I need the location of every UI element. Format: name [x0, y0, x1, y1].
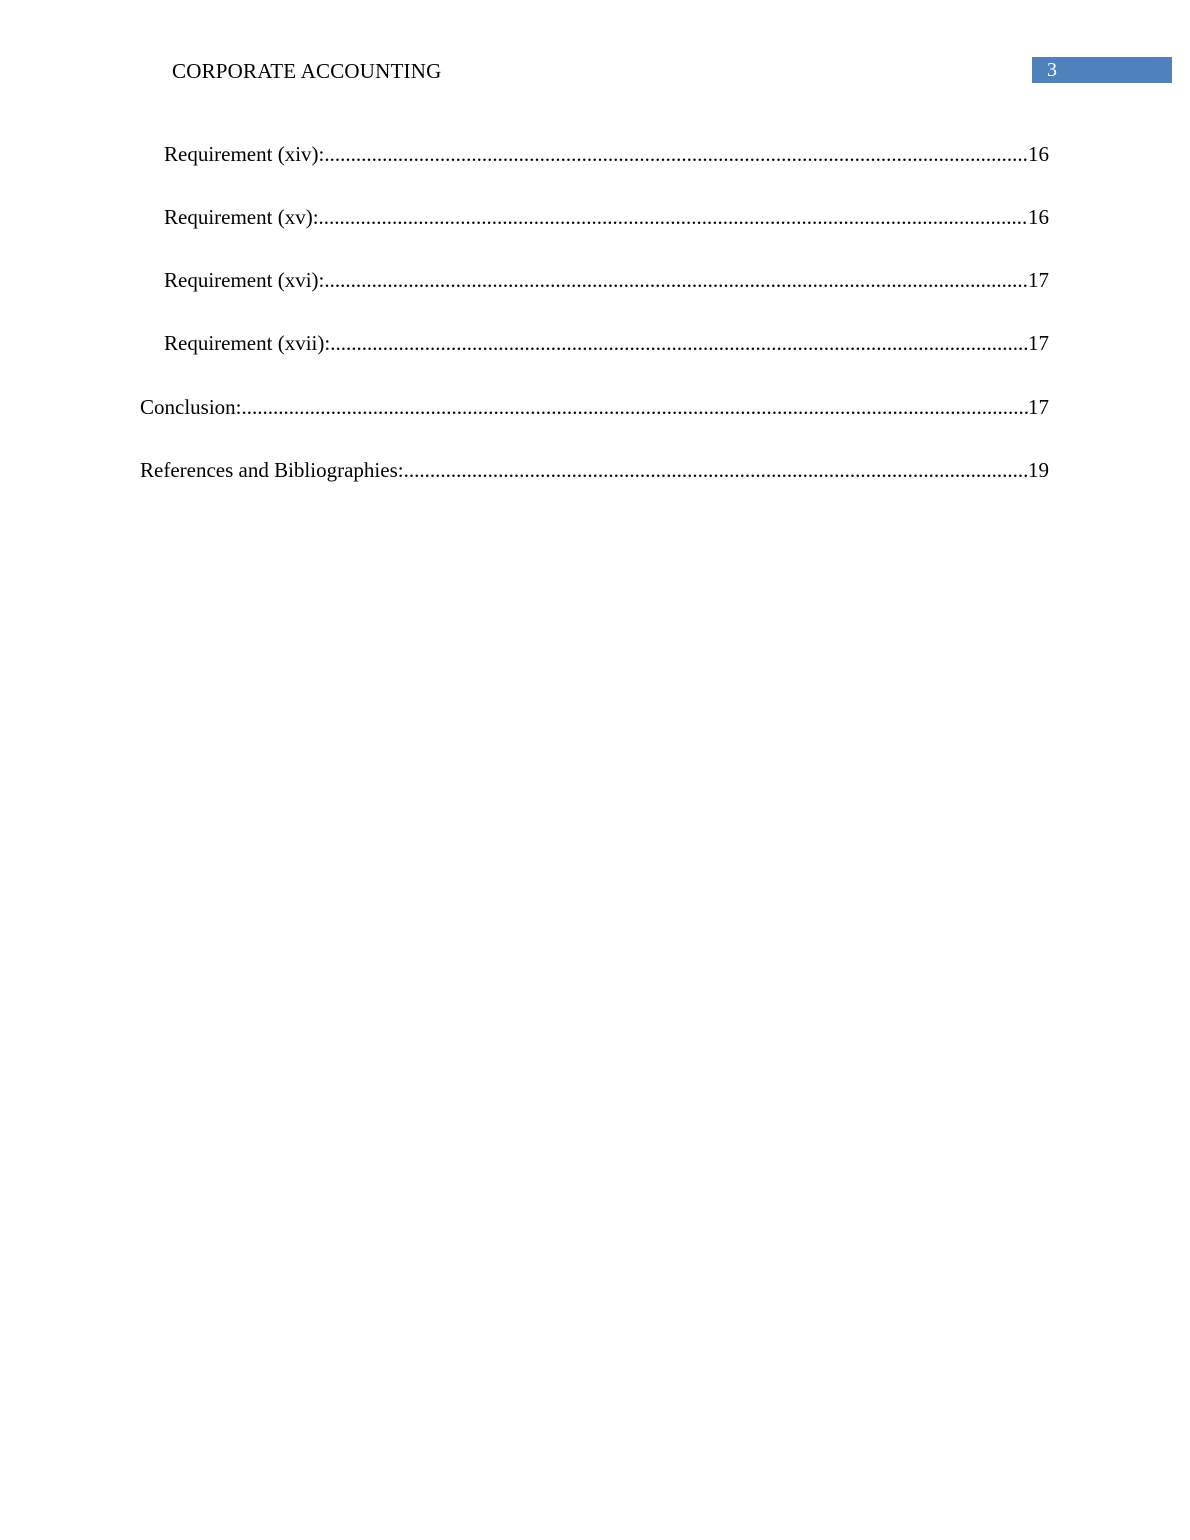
toc-entry-requirement-xvii[interactable] — [164, 329, 1049, 357]
toc-dot-leader — [324, 140, 1028, 168]
toc-entry-page: 17 — [1028, 268, 1049, 292]
toc-entry-requirement-xv[interactable] — [164, 203, 1049, 231]
toc-entry-page: 19 — [1028, 458, 1049, 482]
toc-entry-label: Requirement (xvi): — [164, 268, 325, 292]
toc-entry-page: 17 — [1028, 395, 1049, 419]
toc-dot-leader — [404, 456, 1028, 484]
toc-entry-label: Requirement (xv): — [164, 205, 319, 229]
toc-dot-leader — [324, 266, 1028, 294]
toc-entry-label: Conclusion: — [140, 395, 242, 419]
toc-entry-requirement-xvi[interactable] — [164, 266, 1049, 294]
page-number-badge — [1032, 57, 1172, 83]
toc-entry-page: 16 — [1028, 205, 1049, 229]
toc-dot-leader — [242, 393, 1028, 421]
toc-entry-label: Requirement (xiv): — [164, 142, 325, 166]
toc-entry-page: 17 — [1028, 331, 1049, 355]
toc-entry-label: References and Bibliographies: — [140, 458, 404, 482]
toc-entry-conclusion[interactable] — [140, 393, 1049, 421]
toc-entry-page: 16 — [1028, 142, 1049, 166]
toc-entry-label: Requirement (xvii): — [164, 331, 331, 355]
toc-entry-requirement-xiv[interactable] — [164, 140, 1049, 168]
toc-entry-references[interactable] — [140, 456, 1049, 484]
running-header-title: CORPORATE ACCOUNTING — [172, 59, 442, 83]
toc-dot-leader — [319, 203, 1028, 231]
page-number: 3 — [1047, 59, 1057, 81]
toc-dot-leader — [330, 329, 1028, 357]
